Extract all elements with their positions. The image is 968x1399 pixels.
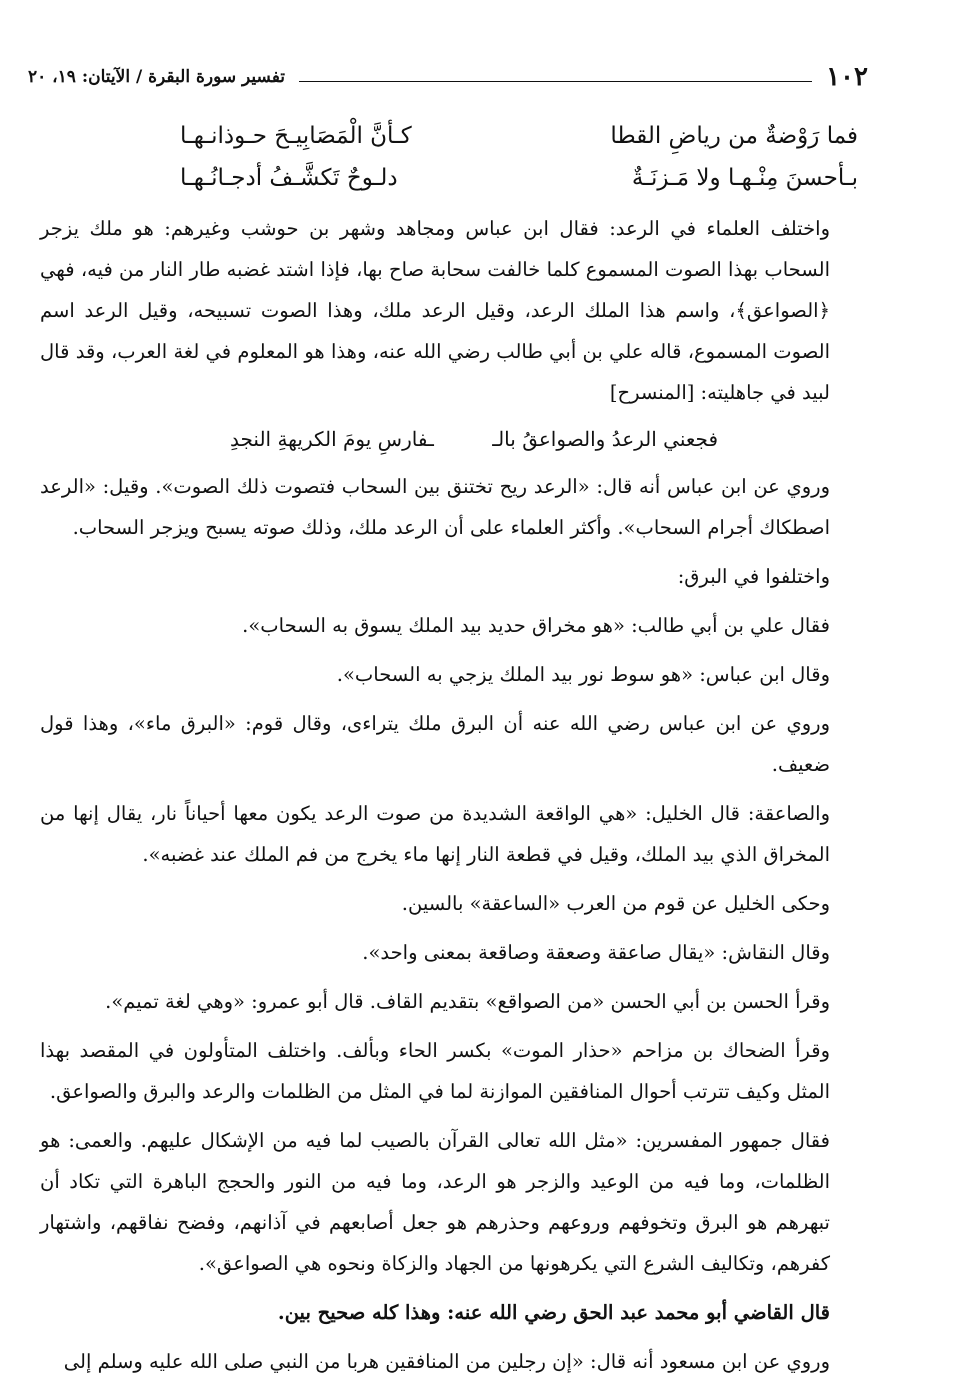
hemistich-right: فما رَوْضةٌ من رياضِ القطا — [610, 123, 858, 149]
paragraph: وروي عن ابن عباس أنه قال: «الرعد ريح تختنق بين السحاب فتصوت ذلك الصوت». وقيل: «الرعد اصطكاك أجرام السحاب». وأكثر العلماء على أن الرعد ملك، وذلك صوته يسبح ويزجر السحاب. — [40, 475, 830, 539]
poetry-verses — [180, 115, 858, 199]
body-text — [40, 208, 868, 1382]
paragraph: وقال النقاش: «يقال صاعقة وصعقة وصاقعة بمعنى واحد». — [362, 941, 830, 964]
paragraph: وقرأ الحسن بن أبي الحسن «من الصواقع» بتقديم القاف. قال أبو عمرو: «وهي لغة تميم». — [105, 990, 830, 1013]
paragraph: والصاعقة: قال الخليل: «هي الواقعة الشديدة من صوت الرعد يكون معها أحياناً نار، يقال إنها من المخراق الذي بيد الملك، وقيل في قطعة النار إنها ماء يخرج من فم الملك عند غضبه». — [40, 802, 830, 866]
page-header — [28, 62, 868, 92]
running-title: تفسير سورة البقرة / الآيتان: ١٩، ٢٠ — [28, 67, 286, 87]
verse-line — [180, 157, 858, 199]
paragraph: واختلفوا في البرق: — [677, 565, 830, 588]
paragraph: فقال جمهور المفسرين: «مثل الله تعالى القرآن بالصيب لما فيه من الإشكال عليهم. والعمى: هو الظلمات، وما فيه من الوعيد والزجر هو الرعد، وما فيه من النور والحجج الباهرة التي تكاد أن تبهرهم هو البرق وتخوفهم وروعهم وحذرهم هو جعل أصابعهم في آذانهم، وفضح نفاقهم، واشتهار كفرهم، وتكاليف الشرع التي يكرهونها من الجهاد والزكاة ونحوه هي الصواعق». — [40, 1129, 830, 1275]
hemistich-right: بـأحسنَ مِنْـهـا ولا مَـزنَـةٌ — [631, 165, 858, 191]
paragraph: وحكى الخليل عن قوم من العرب «الساعقة» بالسين. — [401, 892, 830, 915]
paragraph: وروي عن ابن مسعود أنه قال: «إن رجلين من المنافقين هربا من النبي صلى الله عليه وسلم إلى — [63, 1350, 830, 1373]
hemistich-left: ـفارسِ يومَ الكريهةِ النجدِ — [230, 427, 434, 451]
paragraph: قال القاضي أبو محمد عبد الحق رضي الله عنه: وهذا كله صحيح بين. — [277, 1301, 830, 1324]
paragraph: فقال علي بن أبي طالب: «هو مخراق حديد بيد الملك يسوق به السحاب». — [242, 614, 830, 637]
quoted-verse — [40, 419, 868, 460]
hemistich-left: دلـوحٌ تَكشَّـفُ أدجـانُـهـا — [180, 165, 398, 191]
paragraph: وروي عن ابن عباس رضي الله عنه أن البرق ملك يتراءى، وقال قوم: «البرق ماء»، وهذا قول ضعيف. — [40, 712, 830, 776]
paragraph: وقال ابن عباس: «هو سوط نور بيد الملك يزجي به السحاب». — [336, 663, 830, 686]
verse-line — [180, 115, 858, 157]
paragraph: وقرأ الضحاك بن مزاحم «حذار الموت» بكسر الحاء وبألف. واختلف المتأولون في المقصد بهذا المثل وكيف تترتب أحوال المنافقين الموازنة لما في المثل من الظلمات والرعد والبرق والصواعق. — [40, 1039, 830, 1103]
header-rule — [299, 81, 812, 82]
hemistich-left: كـأنَّ الْمَصَابِيـحَ حـوذانـهـا — [180, 123, 412, 149]
page-number: ١٠٢ — [826, 62, 868, 92]
hemistich-right: فجعني الرعدُ والصواعقُ بالـ — [492, 427, 718, 451]
paragraph: واختلف العلماء في الرعد: فقال ابن عباس ومجاهد وشهر بن حوشب وغيرهم: هو ملك يزجر السحاب بهذا الصوت المسموع كلما خالفت سحابة صاح بها، فإذا اشتد غضبه طار النار من فيه، فهي ﴿الصواعق﴾، واسم هذا الملك الرعد، وقيل الرعد ملك، وهذا الصوت تسبيحه، وقيل الرعد اسم الصوت المسموع، قاله علي بن أبي طالب رضي الله عنه، وهذا هو المعلوم في لغة العرب، وقد قال لبيد في جاهليته: [المنسرح] — [40, 217, 830, 404]
